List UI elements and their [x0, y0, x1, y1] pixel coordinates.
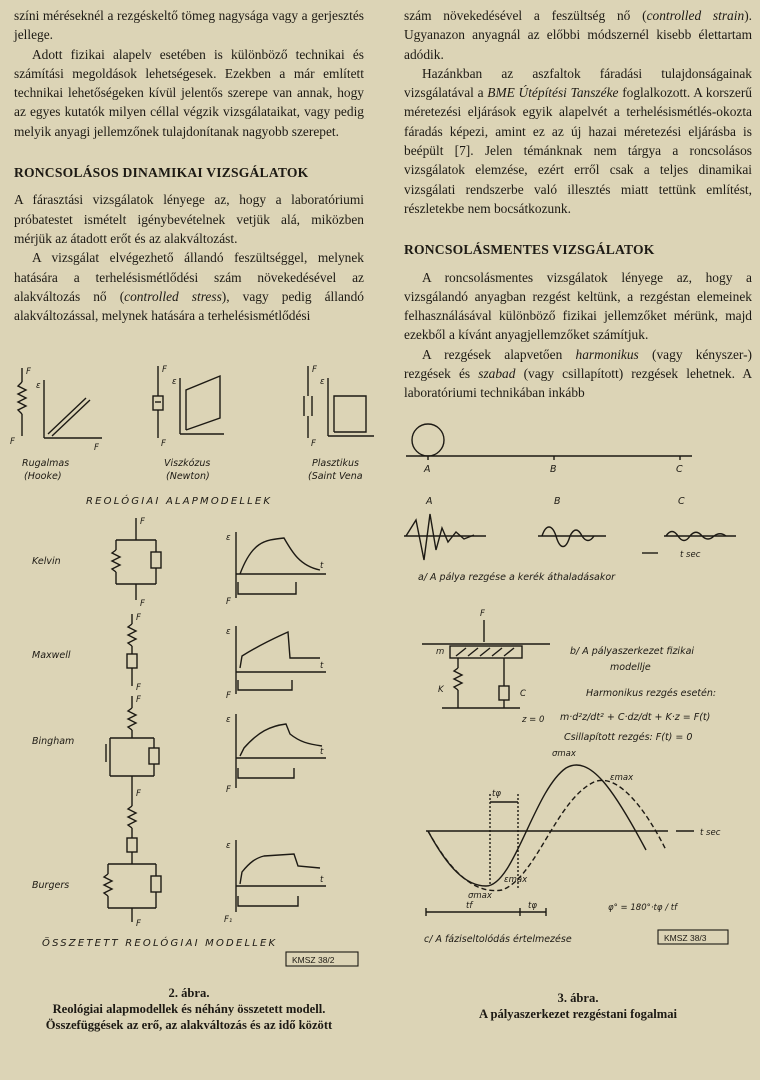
svg-text:t sec: t sec — [680, 550, 701, 560]
svg-text:σmax: σmax — [552, 749, 576, 759]
svg-text:F: F — [226, 785, 231, 795]
equation-damped: Csillapított rezgés: F(t) = 0 — [564, 732, 693, 743]
svg-text:F: F — [136, 695, 141, 705]
right-paragraph-2: Hazánkban az aszfaltok fáradási tulajdonságainak vizsgálatával a BME Útépítési Tanszéke foglalkozott. A korszerű méretezési eljárások egyik alapelvét a terhelésismétlés-okozta fáradás képezi, amint ez az új hazai méretezési eljárásba is beépült [7]. Jelen témánknak nem tárgya a roncsolásos vizsgálatok elemzése, ezért erről csak a teljes dinamikai vizsgálati rendszerbe való illesztés miatt tettünk említést, részletekbe nem bocsátkozunk. — [404, 65, 752, 216]
subcaption-a: a/ A pálya rezgése a kerék áthaladásakor — [418, 572, 616, 583]
subcaption-b-line2: modellje — [610, 662, 651, 673]
harmonic-label: Harmonikus rezgés esetén: — [586, 688, 717, 699]
label-burgers: Burgers — [32, 880, 70, 891]
maxwell-graph — [226, 626, 326, 701]
svg-text:t sec: t sec — [700, 828, 721, 838]
left-paragraph-1: színi méréseknél a rezgéskeltő tömeg nagysága vagy a gerjesztés jellege. — [14, 8, 364, 43]
title-basic-models: REOLÓGIAI ALAPMODELLEK — [86, 496, 273, 507]
svg-text:ε: ε — [172, 377, 177, 387]
svg-text:F: F — [26, 367, 31, 377]
svg-text:C: C — [520, 689, 526, 699]
svg-text:ε: ε — [320, 377, 325, 387]
svg-text:F: F — [10, 437, 15, 447]
svg-text:F₁: F₁ — [224, 915, 233, 925]
label-viscous: Viszkózus — [164, 458, 211, 469]
svg-text:t: t — [320, 661, 324, 671]
label-bingham: Bingham — [32, 736, 75, 747]
svg-text:F: F — [311, 439, 316, 449]
svg-text:φ° = 180°·tφ / tf: φ° = 180°·tφ / tf — [608, 903, 678, 913]
svg-text:ε: ε — [226, 841, 231, 851]
stamp-figure-3: KMSZ 38/3 — [664, 933, 707, 943]
label-hooke: (Hooke) — [24, 471, 62, 482]
label-plastic: Plasztikus — [312, 458, 359, 469]
svg-text:m: m — [436, 647, 445, 657]
left-paragraph-2: Adott fizikai alapelv esetében is különböző technikai és számítási megoldások lehetségesek. Ezekben a már említett technikai lehetőségeken kívül jelentős szerepe van annak, hogy az egyes kutatók milyen céllal végzik vizsgálataikat, vagy pedig melyik anyagi jellemzőnek tulajdonítanak nagyobb szerepet. — [14, 46, 364, 139]
svg-text:ε: ε — [226, 627, 231, 637]
svg-text:ε: ε — [226, 715, 231, 725]
svg-text:B: B — [554, 496, 561, 507]
hooke-model — [10, 367, 102, 453]
newton-model — [153, 365, 224, 449]
svg-text:t: t — [320, 875, 324, 885]
svg-text:z = 0: z = 0 — [522, 715, 545, 725]
svg-text:F: F — [480, 609, 485, 619]
svg-text:C: C — [676, 464, 683, 475]
burgers-graph — [224, 840, 326, 925]
right-text-column — [404, 6, 752, 403]
saint-venant-model — [304, 365, 374, 449]
figure-2-rheological-models — [8, 356, 378, 968]
svg-text:F: F — [140, 517, 145, 527]
right-paragraph-1: szám növekedésével a feszültség nő (controlled strain). Ugyanazon anyagnál az előbbi módszernél kisebb élettartam adódik. — [404, 8, 752, 62]
title-composite-models: ÖSSZETETT REOLÓGIAI MODELLEK — [42, 938, 278, 949]
left-paragraph-4: A vizsgálat elvégezhető állandó feszültséggel, melynek hatására a terhelésismétlődési szám növekedésével az alakváltozás nő (controlled stress), vagy pedig állandó alakváltozással, melynek hatására a terhelésismétlődési — [14, 250, 364, 324]
right-paragraph-4: A rezgések alapvetően harmonikus (vagy kényszer-) rezgések és szabad (vagy csillapított) rezgések lehetnek. A laboratóriumi technikában inkább — [404, 346, 753, 401]
burgers-model — [104, 792, 161, 929]
svg-text:C: C — [678, 496, 685, 507]
right-paragraph-3: A roncsolásmentes vizsgálatok lényege az, hogy a vizsgálandó anyagban rezgést keltünk, a rezgéstan elemeinek felhasználásával különböző fizikai jellemzőket mérünk, majd ezekből a kívánt anyagjellemzőket számítjuk. — [404, 269, 752, 343]
svg-text:tφ: tφ — [528, 901, 537, 911]
heading-nondestructive-tests: RONCSOLÁSMENTES VIZSGÁLATOK — [404, 242, 655, 258]
svg-text:ε: ε — [226, 533, 231, 543]
svg-text:F: F — [94, 443, 99, 453]
figure-2-caption: 2. ábra. Reológiai alapmodellek és néhány összetett modell. Összefüggések az erő, az alakváltozás és az idő között — [45, 986, 333, 1032]
label-maxwell: Maxwell — [32, 650, 71, 661]
figure-3-caption: 3. ábra. A pályaszerkezet rezgéstani fogalmai — [478, 991, 678, 1021]
bingham-graph — [226, 714, 326, 795]
maxwell-model — [127, 613, 141, 693]
label-newton: (Newton) — [166, 471, 210, 482]
vibration-signals — [404, 496, 736, 560]
bingham-model — [106, 695, 159, 799]
svg-text:F: F — [161, 439, 166, 449]
left-text-column — [14, 6, 364, 325]
svg-text:σmax: σmax — [468, 891, 492, 901]
svg-text:K: K — [438, 685, 444, 695]
svg-text:F: F — [136, 613, 141, 623]
svg-text:εmax: εmax — [610, 773, 634, 783]
svg-text:tf: tf — [466, 901, 473, 911]
wheel-track-diagram — [406, 424, 692, 475]
svg-text:t: t — [320, 561, 324, 571]
pavement-physical-model — [422, 609, 550, 725]
svg-text:F: F — [162, 365, 167, 375]
subcaption-c: c/ A fáziseltolódás értelmezése — [424, 934, 572, 945]
svg-text:F: F — [136, 683, 141, 693]
subcaption-b-line1: b/ A pályaszerkezet fizikai — [570, 646, 695, 657]
svg-text:tφ: tφ — [492, 789, 501, 799]
svg-text:B: B — [550, 464, 557, 475]
svg-text:ε: ε — [36, 381, 41, 391]
svg-text:A: A — [426, 496, 433, 507]
label-kelvin: Kelvin — [32, 556, 61, 567]
figure-3-vibration-concepts — [396, 410, 758, 945]
label-elastic: Rugalmas — [22, 458, 70, 469]
kelvin-graph — [226, 532, 326, 607]
kelvin-model — [112, 517, 161, 609]
svg-text:F: F — [312, 365, 317, 375]
svg-text:F: F — [136, 919, 141, 929]
svg-text:F: F — [226, 597, 231, 607]
equation-motion: m·d²z/dt² + C·dz/dt + K·z = F(t) — [560, 712, 711, 723]
svg-text:F: F — [136, 789, 141, 799]
svg-text:εmax: εmax — [504, 875, 528, 885]
svg-text:F: F — [226, 691, 231, 701]
svg-text:A: A — [424, 464, 431, 475]
svg-text:t: t — [320, 747, 324, 757]
phase-shift-waves — [426, 749, 721, 916]
left-paragraph-3: A fárasztási vizsgálatok lényege az, hogy a laboratóriumi próbatestet ismételt igénybevételnek vetjük alá, miközben mérjük az átadott erőt és az alakváltozást. — [14, 192, 364, 246]
svg-text:F: F — [140, 599, 145, 609]
label-saint-venant: (Saint Vena — [308, 471, 363, 482]
heading-destructive-tests: RONCSOLÁSOS DINAMIKAI VIZSGÁLATOK — [14, 165, 309, 181]
stamp-figure-2: KMSZ 38/2 — [292, 955, 335, 965]
